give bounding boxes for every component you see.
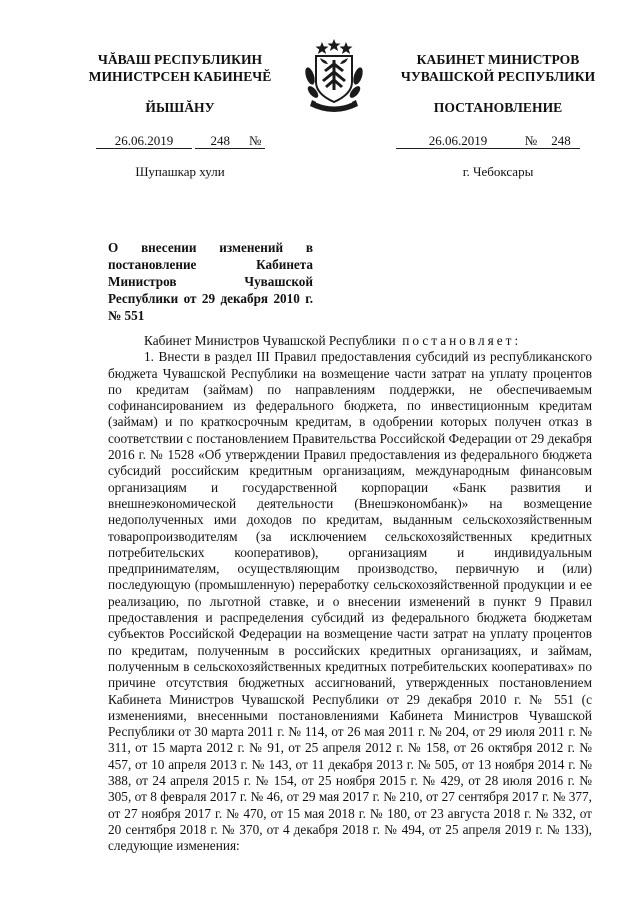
chuvash-republic-emblem-icon	[302, 38, 366, 112]
chuvash-org-line-1: ЧĂВАШ РЕСПУБЛИКИН	[97, 52, 263, 67]
russian-org-line-1: КАБИНЕТ МИНИСТРОВ	[416, 52, 580, 67]
chuvash-date-field: 26.06.2019	[96, 133, 192, 149]
russian-number-field: 248	[542, 133, 580, 149]
russian-date-number-line	[396, 133, 580, 149]
chuvash-org-line-2: МИНИСТРСЕН КАБИНЕЧĔ	[88, 69, 272, 84]
paragraph-1: 1. Внести в раздел III Правил предоставления субсидий из республиканского бюджета Чувашской Республики на возмещение части затрат на уплату процентов по кредитам (займам) по направлениям поддержки, не обеспечиваемым софинансированием из федерального бюджета, по инвестиционным кредитам (займам) и по краткосрочным кредитам, в одобрении которых получен отказ в соответствии с постановлением Правительства Российской Федерации от 29 декабря 2016 г. № 1528 «Об утверждении Правил предоставления из федерального бюджета субсидий российским кредитным организациям, международным финансовым организациям и государственной корпорации «Банк развития и внешнеэкономической деятельности (Внешэкономбанк)» на возмещение недополученных ими доходов по кредитам, выданным сельскохозяйственным товаропроизводителям (за исключением сельскохозяйственных кредитных потребительских кооперативов), организациям и индивидуальным предпринимателям, осуществляющим производство, первичную и (или) последующую (промышленную) переработку сельскохозяйственной продукции и ее реализацию, по льготной ставке, и о внесении изменений в пункт 9 Правил предоставления и распределения субсидий из федерального бюджета бюджетам субъектов Российской Федерации на возмещение части затрат на уплату процентов по кредитам, полученным в российских кредитных организациях, и займам, полученным в сельскохозяйственных кредитных потребительских кооперативах» по причине отсутствия бюджетных ассигнований, утвержденных постановлением Кабинета Министров Чувашской Республики от 29 декабря 2010 г. № 551 (с изменениями, внесенными постановлениями Кабинета Министров Чувашской Республики от 30 марта 2011 г. № 114, от 26 мая 2011 г. № 204, от 29 июля 2011 г. № 311, от 15 марта 2012 г. № 91, от 25 апреля 2012 г. № 158, от 26 октября 2012 г. № 457, от 10 апреля 2013 г. № 143, от 11 декабря 2013 г. № 505, от 13 ноября 2014 г. № 388, от 24 апреля 2015 г. № 154, от 25 ноября 2015 г. № 429, от 28 июля 2016 г. № 305, от 8 февраля 2017 г. № 46, от 29 мая 2017 г. № 210, от 27 сентября 2017 г. № 377, от 27 ноября 2017 г. № 470, от 15 мая 2018 г. № 180, от 23 августа 2018 г. № 332, от 20 сентября 2018 г. № 370, от 4 декабря 2018 г. № 494, от 25 апреля 2019 г. № 133), следующие изменения:	[108, 349, 592, 854]
document-subject: О внесении изменений в постановление Кабинета Министров Чувашской Республики от 29 декабря 2010 г. № 551	[108, 240, 313, 323]
russian-organization-name	[388, 51, 608, 85]
russian-number-sign: №	[520, 133, 542, 149]
preamble-text: Кабинет Министров Чувашской Республики	[144, 333, 396, 348]
chuvash-number-field: 248	[195, 133, 245, 149]
chuvash-number-sign: №	[245, 133, 265, 149]
chuvash-place: Шупашкар хули	[135, 164, 225, 179]
chuvash-document-type: ЙЫШĂНУ	[145, 100, 215, 115]
document-body	[108, 333, 592, 855]
chuvash-organization-name	[72, 51, 288, 85]
preamble-verb: постановляет:	[402, 333, 522, 348]
russian-date-field: 26.06.2019	[396, 133, 520, 149]
russian-org-line-2: ЧУВАШСКОЙ РЕСПУБЛИКИ	[400, 69, 596, 84]
chuvash-date-number-line	[96, 133, 265, 149]
russian-document-type: ПОСТАНОВЛЕНИЕ	[433, 100, 563, 115]
preamble	[108, 333, 592, 349]
russian-place: г. Чебоксары	[462, 164, 534, 179]
